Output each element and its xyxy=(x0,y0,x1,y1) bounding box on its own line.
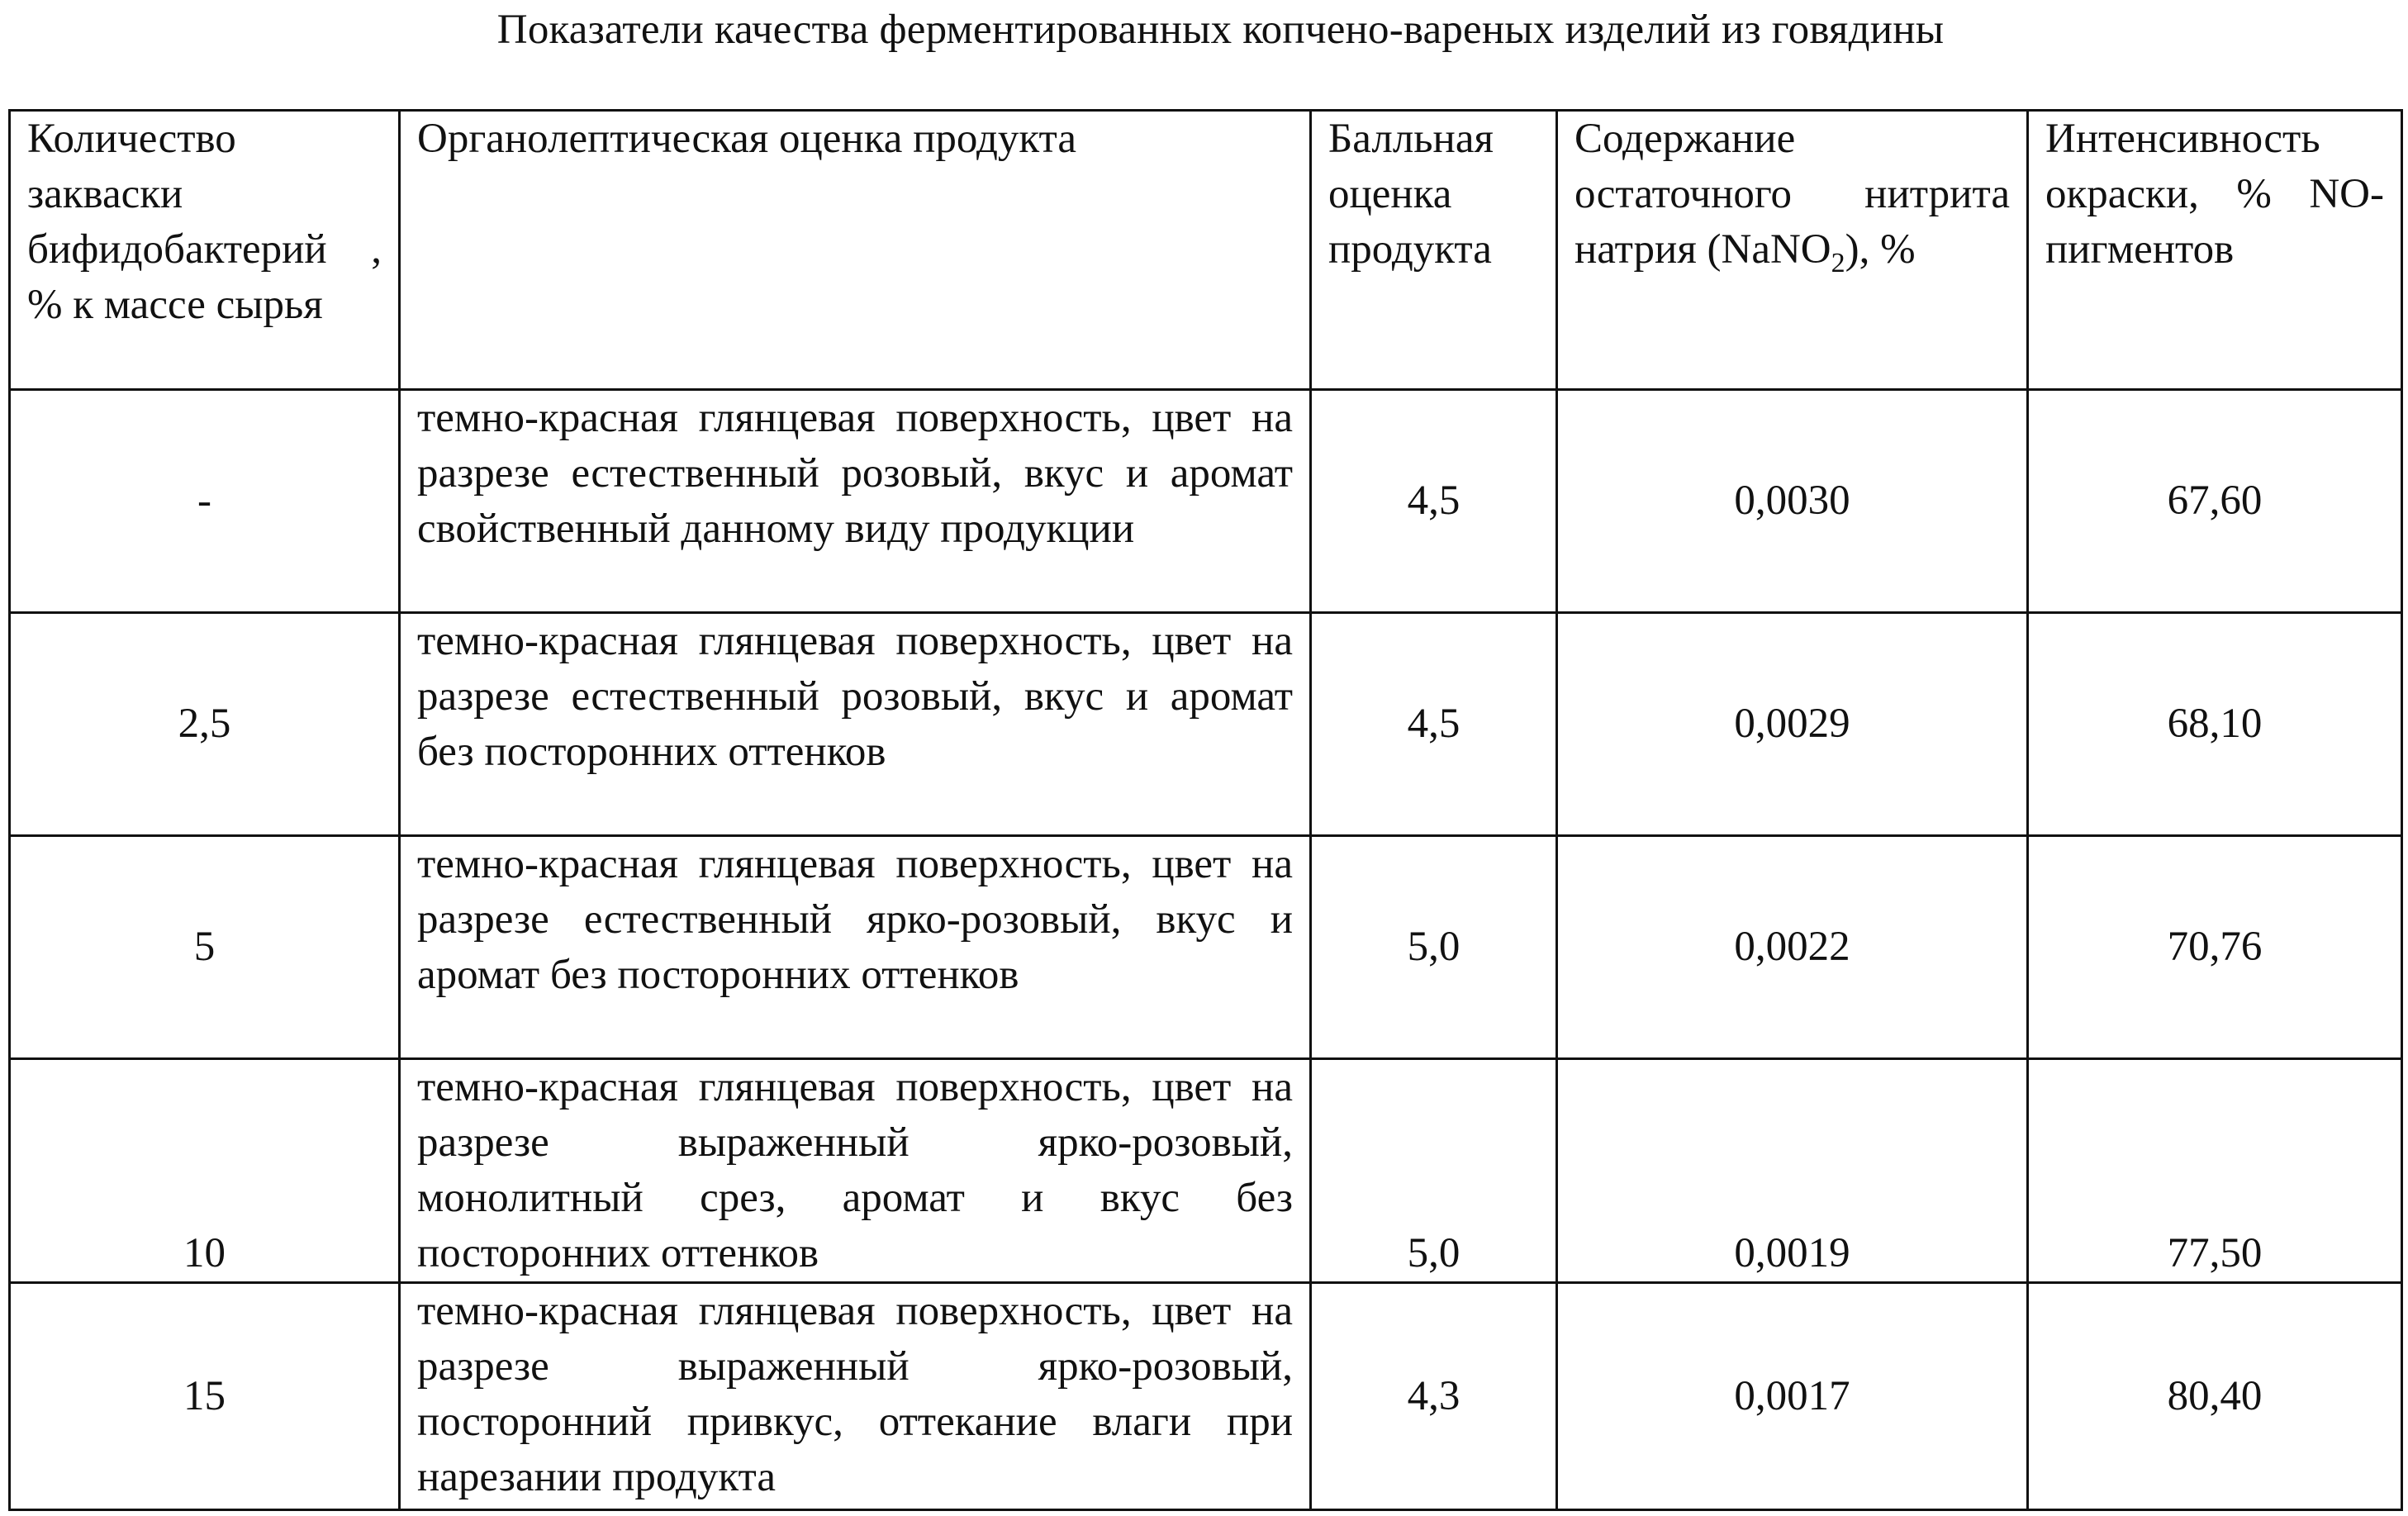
cell-color-intensity: 68,10 xyxy=(2028,613,2402,836)
cell-score: 4,5 xyxy=(1311,613,1557,836)
cell-amount: 15 xyxy=(10,1283,400,1510)
cell-color-intensity: 67,60 xyxy=(2028,390,2402,613)
quality-table xyxy=(8,109,2403,1511)
cell-score: 4,3 xyxy=(1311,1283,1557,1510)
header-nitrite-suffix: ), % xyxy=(1845,226,1916,273)
document-title: Показатели качества ферментированных копчено-вареных изделий из говядины xyxy=(496,7,1945,53)
header-starter-amount: Количество закваски бифидобактерий , % к массе сырья xyxy=(10,111,400,390)
cell-organoleptic: темно-красная глянцевая поверхность, цвет на разрезе выраженный ярко-розовый, монолитный срез, аромат и вкус без посторонних оттенков xyxy=(400,1059,1311,1283)
cell-color-intensity: 70,76 xyxy=(2028,836,2402,1059)
table-row xyxy=(10,1283,2402,1510)
cell-organoleptic: темно-красная глянцевая поверхность, цвет на разрезе естественный ярко-розовый, вкус и аромат без посторонних оттенков xyxy=(400,836,1311,1059)
cell-color-intensity: 80,40 xyxy=(2028,1283,2402,1510)
cell-nitrite: 0,0019 xyxy=(1557,1059,2028,1283)
table-row xyxy=(10,390,2402,613)
cell-nitrite: 0,0029 xyxy=(1557,613,2028,836)
cell-organoleptic: темно-красная глянцевая поверхность, цвет на разрезе естественный розовый, вкус и аромат свойственный данному виду продукции xyxy=(400,390,1311,613)
header-nitrite xyxy=(1557,111,2028,390)
header-nitrite-text: Содержание остаточного нитрита натрия (NaNO xyxy=(1574,116,2010,273)
cell-nitrite: 0,0022 xyxy=(1557,836,2028,1059)
cell-amount: 2,5 xyxy=(10,613,400,836)
cell-score: 4,5 xyxy=(1311,390,1557,613)
cell-nitrite: 0,0017 xyxy=(1557,1283,2028,1510)
header-organoleptic: Органолептическая оценка продукта xyxy=(400,111,1311,390)
header-row xyxy=(10,111,2402,390)
table-row xyxy=(10,1059,2402,1283)
cell-amount: - xyxy=(10,390,400,613)
cell-organoleptic: темно-красная глянцевая поверхность, цвет на разрезе выраженный ярко-розовый, посторонний привкус, оттекание влаги при нарезании продукта xyxy=(400,1283,1311,1510)
table-row xyxy=(10,613,2402,836)
cell-amount: 5 xyxy=(10,836,400,1059)
cell-nitrite: 0,0030 xyxy=(1557,390,2028,613)
cell-color-intensity: 77,50 xyxy=(2028,1059,2402,1283)
cell-score: 5,0 xyxy=(1311,1059,1557,1283)
cell-score: 5,0 xyxy=(1311,836,1557,1059)
cell-organoleptic: темно-красная глянцевая поверхность, цвет на разрезе естественный розовый, вкус и аромат без посторонних оттенков xyxy=(400,613,1311,836)
header-score: Балльная оценка продукта xyxy=(1311,111,1557,390)
cell-amount: 10 xyxy=(10,1059,400,1283)
table-row xyxy=(10,836,2402,1059)
header-color-intensity: Интенсивность окраски, % NO-пигментов xyxy=(2028,111,2402,390)
header-nitrite-subscript: 2 xyxy=(1831,248,1845,279)
